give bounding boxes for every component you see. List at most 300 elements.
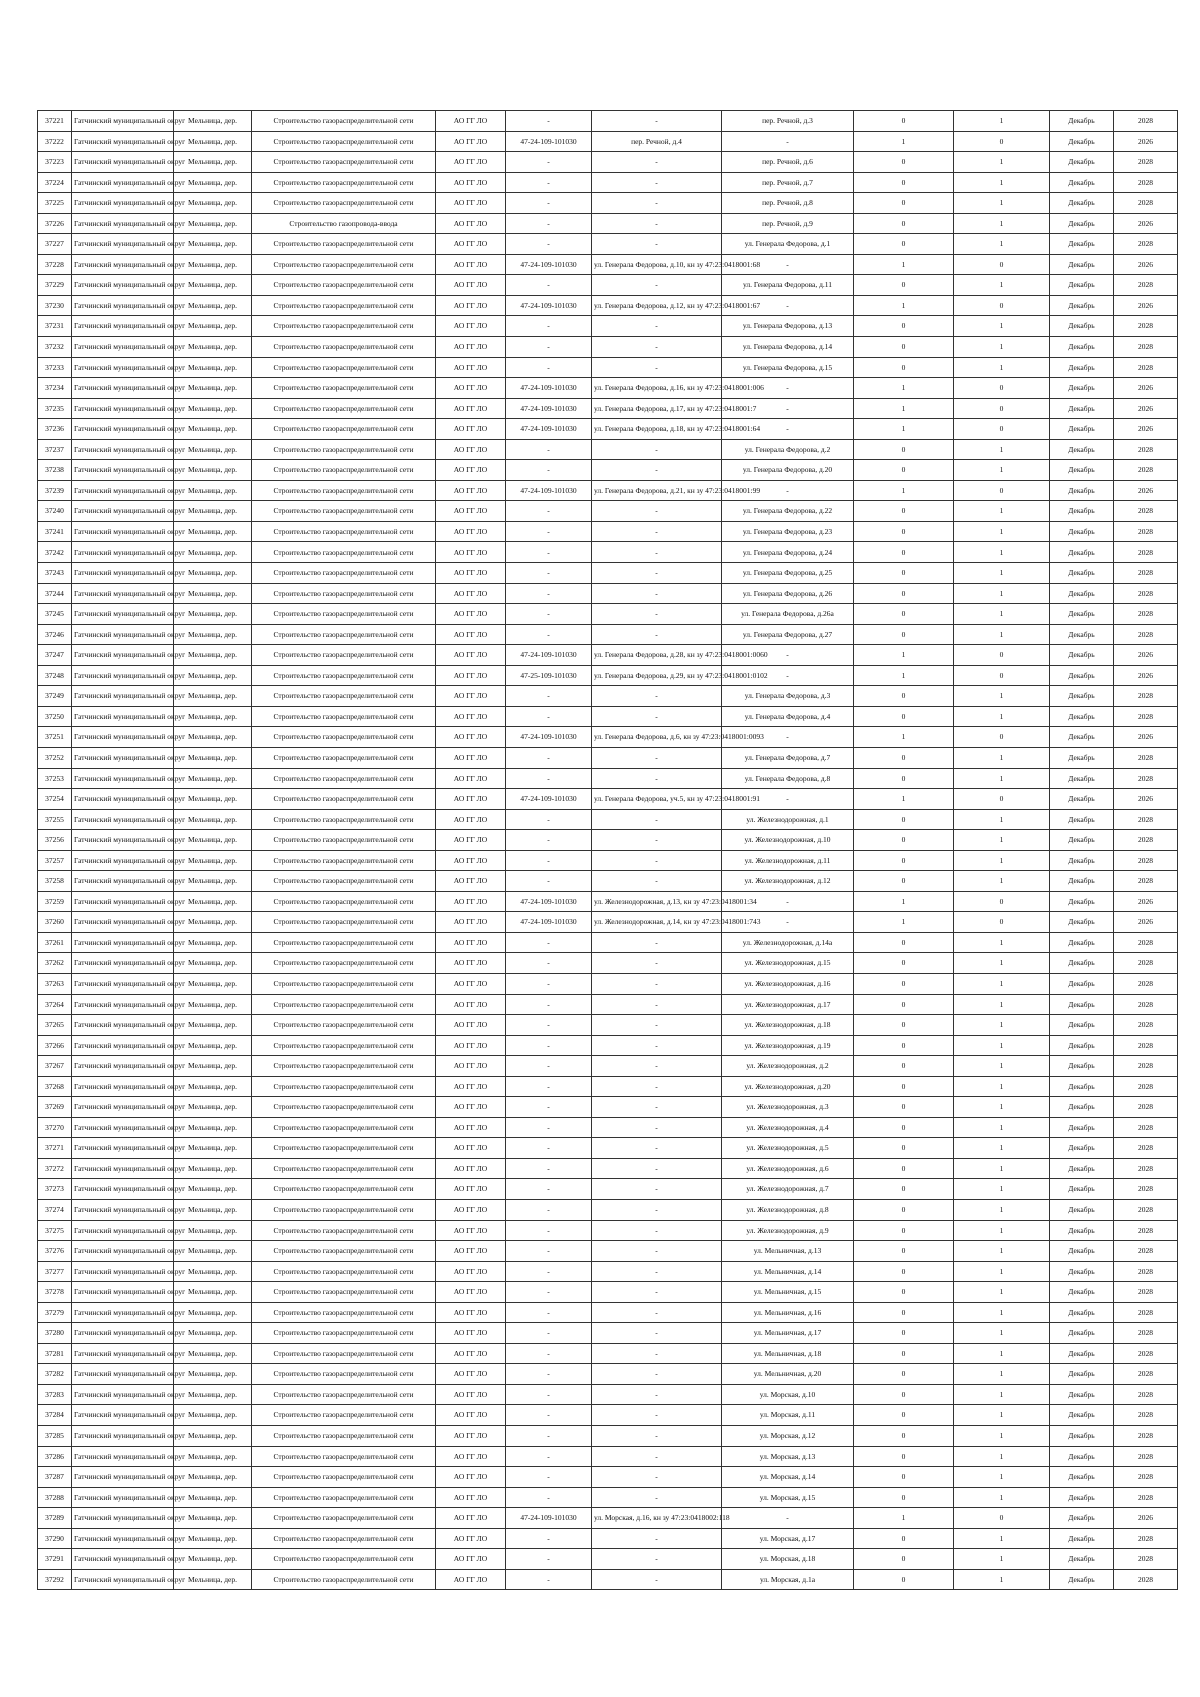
cell-district: Гатчинский муниципальный округ <box>72 789 174 810</box>
cell-number: 37291 <box>38 1549 72 1570</box>
cell-number: 37268 <box>38 1076 72 1097</box>
cell-year: 2028 <box>1114 1117 1178 1138</box>
cell-settlement: Мельница, дер. <box>174 768 252 789</box>
cell-company: АО ГГ ЛО <box>436 727 506 748</box>
cell-work-type: Строительство газораспределительной сети <box>252 1261 436 1282</box>
cell-count-b: 1 <box>954 1302 1050 1323</box>
cell-company: АО ГГ ЛО <box>436 275 506 296</box>
cell-count-a: 0 <box>854 1220 954 1241</box>
cell-month: Декабрь <box>1050 337 1114 358</box>
cell-address: ул. Мельничная, д.16 <box>722 1302 854 1323</box>
cell-number: 37273 <box>38 1179 72 1200</box>
cell-district: Гатчинский муниципальный округ <box>72 1323 174 1344</box>
cell-work-type: Строительство газораспределительной сети <box>252 1487 436 1508</box>
cell-district: Гатчинский муниципальный округ <box>72 1343 174 1364</box>
cell-year: 2026 <box>1114 254 1178 275</box>
cell-count-b: 0 <box>954 665 1050 686</box>
cell-count-b: 1 <box>954 1384 1050 1405</box>
cell-settlement: Мельница, дер. <box>174 501 252 522</box>
cell-settlement: Мельница, дер. <box>174 665 252 686</box>
cell-company: АО ГГ ЛО <box>436 542 506 563</box>
cell-settlement: Мельница, дер. <box>174 460 252 481</box>
cell-cadastral: - <box>506 111 592 132</box>
cell-district: Гатчинский муниципальный округ <box>72 747 174 768</box>
cell-number: 37228 <box>38 254 72 275</box>
cell-work-type: Строительство газораспределительной сети <box>252 645 436 666</box>
cell-month: Декабрь <box>1050 460 1114 481</box>
cell-month: Декабрь <box>1050 1097 1114 1118</box>
table-row <box>38 583 1178 604</box>
cell-year: 2026 <box>1114 665 1178 686</box>
cell-address: ул. Железнодорожная, д.20 <box>722 1076 854 1097</box>
cell-count-a: 0 <box>854 1569 954 1590</box>
cell-company: АО ГГ ЛО <box>436 830 506 851</box>
cell-work-type: Строительство газораспределительной сети <box>252 275 436 296</box>
cell-address: ул. Мельничная, д.18 <box>722 1343 854 1364</box>
cell-number: 37265 <box>38 1015 72 1036</box>
table-row <box>38 439 1178 460</box>
cell-address: ул. Генерала Федорова, д.7 <box>722 747 854 768</box>
cell-company: АО ГГ ЛО <box>436 378 506 399</box>
cell-work-type: Строительство газораспределительной сети <box>252 871 436 892</box>
table-row <box>38 604 1178 625</box>
cell-company: АО ГГ ЛО <box>436 747 506 768</box>
cell-year: 2026 <box>1114 419 1178 440</box>
cell-count-b: 1 <box>954 152 1050 173</box>
cell-number: 37277 <box>38 1261 72 1282</box>
cell-address: ул. Генерала Федорова, д.14 <box>722 337 854 358</box>
cell-month: Декабрь <box>1050 1220 1114 1241</box>
cell-year: 2028 <box>1114 932 1178 953</box>
cell-address: ул. Генерала Федорова, д.27 <box>722 624 854 645</box>
cell-month: Декабрь <box>1050 1343 1114 1364</box>
cell-cadastral: - <box>506 706 592 727</box>
cell-address-plot: пер. Речной, д.4 <box>592 131 722 152</box>
cell-district: Гатчинский муниципальный округ <box>72 1446 174 1467</box>
cell-number: 37240 <box>38 501 72 522</box>
cell-address-plot: - <box>592 1302 722 1323</box>
cell-count-a: 0 <box>854 152 954 173</box>
cell-settlement: Мельница, дер. <box>174 1508 252 1529</box>
cell-cadastral: 47-24-109-101030 <box>506 254 592 275</box>
cell-number: 37270 <box>38 1117 72 1138</box>
cell-company: АО ГГ ЛО <box>436 254 506 275</box>
cell-settlement: Мельница, дер. <box>174 1384 252 1405</box>
cell-settlement: Мельница, дер. <box>174 686 252 707</box>
cell-work-type: Строительство газораспределительной сети <box>252 521 436 542</box>
cell-year: 2028 <box>1114 583 1178 604</box>
cell-year: 2026 <box>1114 1508 1178 1529</box>
cell-address: ул. Морская, д.17 <box>722 1528 854 1549</box>
cell-month: Декабрь <box>1050 378 1114 399</box>
cell-month: Декабрь <box>1050 645 1114 666</box>
cell-month: Декабрь <box>1050 1117 1114 1138</box>
cell-number: 37263 <box>38 973 72 994</box>
cell-year: 2028 <box>1114 1261 1178 1282</box>
cell-address: ул. Мельничная, д.20 <box>722 1364 854 1385</box>
cell-count-b: 1 <box>954 1015 1050 1036</box>
cell-settlement: Мельница, дер. <box>174 1241 252 1262</box>
cell-company: АО ГГ ЛО <box>436 1035 506 1056</box>
cell-count-a: 0 <box>854 275 954 296</box>
cell-address: ул. Мельничная, д.15 <box>722 1282 854 1303</box>
cell-number: 37287 <box>38 1467 72 1488</box>
table-row <box>38 871 1178 892</box>
cell-number: 37258 <box>38 871 72 892</box>
cell-settlement: Мельница, дер. <box>174 419 252 440</box>
cell-cadastral: - <box>506 1405 592 1426</box>
cell-work-type: Строительство газораспределительной сети <box>252 994 436 1015</box>
cell-address: ул. Железнодорожная, д.17 <box>722 994 854 1015</box>
table-row <box>38 152 1178 173</box>
cell-number: 37229 <box>38 275 72 296</box>
cell-count-b: 1 <box>954 1446 1050 1467</box>
cell-work-type: Строительство газораспределительной сети <box>252 809 436 830</box>
cell-settlement: Мельница, дер. <box>174 1158 252 1179</box>
cell-settlement: Мельница, дер. <box>174 172 252 193</box>
cell-year: 2028 <box>1114 152 1178 173</box>
cell-company: АО ГГ ЛО <box>436 1487 506 1508</box>
cell-district: Гатчинский муниципальный округ <box>72 1405 174 1426</box>
cell-address: - <box>722 131 854 152</box>
cell-year: 2028 <box>1114 1467 1178 1488</box>
cell-count-a: 0 <box>854 1261 954 1282</box>
cell-settlement: Мельница, дер. <box>174 1056 252 1077</box>
cell-company: АО ГГ ЛО <box>436 1384 506 1405</box>
cell-district: Гатчинский муниципальный округ <box>72 398 174 419</box>
cell-number: 37282 <box>38 1364 72 1385</box>
cell-company: АО ГГ ЛО <box>436 1015 506 1036</box>
cell-number: 37232 <box>38 337 72 358</box>
cell-count-a: 0 <box>854 213 954 234</box>
cell-address-plot: ул. Генерала Федорова, д.12, кн зу 47:23:0418001:67 <box>592 295 722 316</box>
cell-month: Декабрь <box>1050 912 1114 933</box>
cell-count-b: 1 <box>954 583 1050 604</box>
cell-month: Декабрь <box>1050 131 1114 152</box>
cell-count-a: 0 <box>854 439 954 460</box>
cell-company: АО ГГ ЛО <box>436 152 506 173</box>
cell-company: АО ГГ ЛО <box>436 357 506 378</box>
table-row <box>38 1015 1178 1036</box>
cell-number: 37224 <box>38 172 72 193</box>
cell-district: Гатчинский муниципальный округ <box>72 1508 174 1529</box>
cell-count-b: 0 <box>954 378 1050 399</box>
cell-count-a: 0 <box>854 357 954 378</box>
cell-cadastral: 47-24-109-101030 <box>506 480 592 501</box>
cell-year: 2028 <box>1114 275 1178 296</box>
cell-district: Гатчинский муниципальный округ <box>72 275 174 296</box>
table-row <box>38 1097 1178 1118</box>
cell-month: Декабрь <box>1050 789 1114 810</box>
cell-month: Декабрь <box>1050 275 1114 296</box>
cell-cadastral: - <box>506 1015 592 1036</box>
table-row <box>38 1302 1178 1323</box>
cell-cadastral: - <box>506 583 592 604</box>
table-row <box>38 706 1178 727</box>
cell-number: 37264 <box>38 994 72 1015</box>
cell-month: Декабрь <box>1050 1302 1114 1323</box>
table-row <box>38 1323 1178 1344</box>
cell-district: Гатчинский муниципальный округ <box>72 337 174 358</box>
cell-cadastral: - <box>506 152 592 173</box>
cell-address: ул. Железнодорожная, д.9 <box>722 1220 854 1241</box>
cell-count-a: 0 <box>854 501 954 522</box>
cell-settlement: Мельница, дер. <box>174 131 252 152</box>
cell-count-b: 0 <box>954 645 1050 666</box>
cell-count-b: 1 <box>954 871 1050 892</box>
cell-cadastral: - <box>506 1035 592 1056</box>
cell-address-plot: - <box>592 172 722 193</box>
cell-district: Гатчинский муниципальный округ <box>72 1015 174 1036</box>
cell-company: АО ГГ ЛО <box>436 706 506 727</box>
cell-number: 37223 <box>38 152 72 173</box>
cell-number: 37237 <box>38 439 72 460</box>
cell-address-plot: - <box>592 994 722 1015</box>
cell-cadastral: 47-24-109-101030 <box>506 295 592 316</box>
cell-company: АО ГГ ЛО <box>436 1158 506 1179</box>
table-row <box>38 1138 1178 1159</box>
cell-year: 2026 <box>1114 480 1178 501</box>
table-row <box>38 1467 1178 1488</box>
table-row <box>38 131 1178 152</box>
cell-count-a: 1 <box>854 727 954 748</box>
cell-count-a: 1 <box>854 131 954 152</box>
cell-number: 37288 <box>38 1487 72 1508</box>
cell-address-plot: ул. Генерала Федорова, д.6, кн зу 47:23:0418001:0093 <box>592 727 722 748</box>
cell-count-b: 1 <box>954 994 1050 1015</box>
cell-work-type: Строительство газораспределительной сети <box>252 337 436 358</box>
table-row <box>38 295 1178 316</box>
cell-company: АО ГГ ЛО <box>436 1405 506 1426</box>
cell-count-a: 0 <box>854 747 954 768</box>
cell-district: Гатчинский муниципальный округ <box>72 254 174 275</box>
cell-year: 2028 <box>1114 460 1178 481</box>
cell-cadastral: - <box>506 1241 592 1262</box>
cell-month: Декабрь <box>1050 1282 1114 1303</box>
cell-count-a: 0 <box>854 871 954 892</box>
cell-count-b: 1 <box>954 521 1050 542</box>
cell-count-a: 0 <box>854 1056 954 1077</box>
cell-address: ул. Мельничная, д.13 <box>722 1241 854 1262</box>
cell-number: 37256 <box>38 830 72 851</box>
cell-settlement: Мельница, дер. <box>174 1302 252 1323</box>
cell-address-plot: - <box>592 871 722 892</box>
cell-count-b: 1 <box>954 1117 1050 1138</box>
cell-work-type: Строительство газораспределительной сети <box>252 789 436 810</box>
cell-count-b: 1 <box>954 439 1050 460</box>
cell-company: АО ГГ ЛО <box>436 1528 506 1549</box>
cell-address: ул. Морская, д.14 <box>722 1467 854 1488</box>
cell-settlement: Мельница, дер. <box>174 871 252 892</box>
cell-month: Декабрь <box>1050 1241 1114 1262</box>
cell-year: 2028 <box>1114 604 1178 625</box>
cell-year: 2028 <box>1114 337 1178 358</box>
cell-year: 2028 <box>1114 871 1178 892</box>
cell-count-a: 0 <box>854 172 954 193</box>
cell-work-type: Строительство газораспределительной сети <box>252 1056 436 1077</box>
cell-settlement: Мельница, дер. <box>174 295 252 316</box>
cell-year: 2028 <box>1114 1569 1178 1590</box>
cell-address: ул. Железнодорожная, д.18 <box>722 1015 854 1036</box>
cell-company: АО ГГ ЛО <box>436 1241 506 1262</box>
cell-count-b: 1 <box>954 1426 1050 1447</box>
cell-address: ул. Морская, д.15 <box>722 1487 854 1508</box>
cell-year: 2028 <box>1114 624 1178 645</box>
table-row <box>38 624 1178 645</box>
cell-address-plot: - <box>592 1343 722 1364</box>
cell-count-a: 0 <box>854 1549 954 1570</box>
cell-address-plot: - <box>592 768 722 789</box>
cell-address-plot: - <box>592 460 722 481</box>
cell-district: Гатчинский муниципальный округ <box>72 378 174 399</box>
cell-company: АО ГГ ЛО <box>436 213 506 234</box>
table-row <box>38 1179 1178 1200</box>
cell-district: Гатчинский муниципальный округ <box>72 1199 174 1220</box>
table-row <box>38 727 1178 748</box>
cell-count-a: 0 <box>854 1384 954 1405</box>
table-row <box>38 1528 1178 1549</box>
cell-month: Декабрь <box>1050 768 1114 789</box>
cell-settlement: Мельница, дер. <box>174 912 252 933</box>
cell-address-plot: ул. Железнодорожная, д.13, кн зу 47:23:0418001:34 <box>592 891 722 912</box>
cell-district: Гатчинский муниципальный округ <box>72 460 174 481</box>
cell-work-type: Строительство газораспределительной сети <box>252 1097 436 1118</box>
cell-year: 2026 <box>1114 789 1178 810</box>
cell-settlement: Мельница, дер. <box>174 1446 252 1467</box>
cell-number: 37275 <box>38 1220 72 1241</box>
cell-cadastral: - <box>506 1199 592 1220</box>
cell-company: АО ГГ ЛО <box>436 316 506 337</box>
cell-cadastral: - <box>506 1426 592 1447</box>
cell-address-plot: - <box>592 1549 722 1570</box>
cell-cadastral: 47-24-109-101030 <box>506 378 592 399</box>
cell-company: АО ГГ ЛО <box>436 521 506 542</box>
cell-month: Декабрь <box>1050 521 1114 542</box>
cell-count-b: 0 <box>954 912 1050 933</box>
cell-count-a: 0 <box>854 1138 954 1159</box>
cell-number: 37242 <box>38 542 72 563</box>
cell-address-plot: - <box>592 542 722 563</box>
cell-address-plot: ул. Генерала Федорова, д.10, кн зу 47:23:0418001:68 <box>592 254 722 275</box>
cell-month: Декабрь <box>1050 1158 1114 1179</box>
cell-settlement: Мельница, дер. <box>174 1261 252 1282</box>
cell-address: ул. Железнодорожная, д.8 <box>722 1199 854 1220</box>
cell-cadastral: - <box>506 1302 592 1323</box>
cell-address: ул. Железнодорожная, д.19 <box>722 1035 854 1056</box>
cell-month: Декабрь <box>1050 111 1114 132</box>
cell-address: ул. Мельничная, д.14 <box>722 1261 854 1282</box>
cell-count-a: 0 <box>854 1343 954 1364</box>
cell-address: ул. Генерала Федорова, д.11 <box>722 275 854 296</box>
cell-settlement: Мельница, дер. <box>174 1549 252 1570</box>
cell-month: Декабрь <box>1050 1528 1114 1549</box>
cell-number: 37225 <box>38 193 72 214</box>
cell-number: 37251 <box>38 727 72 748</box>
cell-address: ул. Железнодорожная, д.3 <box>722 1097 854 1118</box>
cell-address: ул. Генерала Федорова, д.25 <box>722 563 854 584</box>
cell-cadastral: - <box>506 1220 592 1241</box>
table-row <box>38 501 1178 522</box>
cell-company: АО ГГ ЛО <box>436 439 506 460</box>
cell-company: АО ГГ ЛО <box>436 1117 506 1138</box>
table-row <box>38 1569 1178 1590</box>
cell-year: 2028 <box>1114 172 1178 193</box>
cell-month: Декабрь <box>1050 1405 1114 1426</box>
cell-settlement: Мельница, дер. <box>174 234 252 255</box>
cell-month: Декабрь <box>1050 357 1114 378</box>
cell-district: Гатчинский муниципальный округ <box>72 1220 174 1241</box>
cell-address: - <box>722 398 854 419</box>
cell-district: Гатчинский муниципальный округ <box>72 994 174 1015</box>
cell-address-plot: - <box>592 1158 722 1179</box>
cell-year: 2028 <box>1114 850 1178 871</box>
cell-district: Гатчинский муниципальный округ <box>72 1467 174 1488</box>
cell-cadastral: - <box>506 932 592 953</box>
cell-count-b: 1 <box>954 1261 1050 1282</box>
cell-district: Гатчинский муниципальный округ <box>72 686 174 707</box>
cell-cadastral: - <box>506 953 592 974</box>
cell-work-type: Строительство газораспределительной сети <box>252 1384 436 1405</box>
cell-number: 37236 <box>38 419 72 440</box>
cell-count-b: 1 <box>954 1035 1050 1056</box>
cell-address-plot: - <box>592 583 722 604</box>
cell-month: Декабрь <box>1050 665 1114 686</box>
cell-cadastral: 47-24-109-101030 <box>506 912 592 933</box>
cell-settlement: Мельница, дер. <box>174 1487 252 1508</box>
cell-work-type: Строительство газопровода-ввода <box>252 213 436 234</box>
cell-settlement: Мельница, дер. <box>174 1138 252 1159</box>
cell-count-a: 0 <box>854 111 954 132</box>
table-row <box>38 563 1178 584</box>
cell-year: 2026 <box>1114 645 1178 666</box>
cell-month: Декабрь <box>1050 1035 1114 1056</box>
cell-work-type: Строительство газораспределительной сети <box>252 1364 436 1385</box>
cell-count-a: 1 <box>854 480 954 501</box>
table-row <box>38 1199 1178 1220</box>
cell-cadastral: - <box>506 1158 592 1179</box>
cell-district: Гатчинский муниципальный округ <box>72 152 174 173</box>
cell-district: Гатчинский муниципальный округ <box>72 1384 174 1405</box>
cell-address-plot: - <box>592 1056 722 1077</box>
cell-cadastral: 47-24-109-101030 <box>506 1508 592 1529</box>
cell-district: Гатчинский муниципальный округ <box>72 316 174 337</box>
cell-settlement: Мельница, дер. <box>174 378 252 399</box>
cell-count-a: 1 <box>854 1508 954 1529</box>
data-table <box>37 110 1178 1590</box>
cell-company: АО ГГ ЛО <box>436 932 506 953</box>
table-row <box>38 1158 1178 1179</box>
cell-address-plot: ул. Генерала Федорова, д.28, кн зу 47:23:0418001:0060 <box>592 645 722 666</box>
cell-district: Гатчинский муниципальный округ <box>72 1282 174 1303</box>
cell-cadastral: - <box>506 337 592 358</box>
table-row <box>38 1220 1178 1241</box>
cell-company: АО ГГ ЛО <box>436 419 506 440</box>
cell-count-b: 1 <box>954 1282 1050 1303</box>
cell-cadastral: - <box>506 172 592 193</box>
cell-district: Гатчинский муниципальный округ <box>72 439 174 460</box>
cell-address-plot: - <box>592 1117 722 1138</box>
cell-settlement: Мельница, дер. <box>174 563 252 584</box>
cell-month: Декабрь <box>1050 1261 1114 1282</box>
table-row <box>38 891 1178 912</box>
cell-count-a: 0 <box>854 1446 954 1467</box>
cell-company: АО ГГ ЛО <box>436 809 506 830</box>
cell-work-type: Строительство газораспределительной сети <box>252 378 436 399</box>
cell-year: 2028 <box>1114 973 1178 994</box>
table-row <box>38 1261 1178 1282</box>
cell-count-a: 0 <box>854 521 954 542</box>
cell-address-plot: ул. Генерала Федорова, д.29, кн зу 47:23:0418001:0102 <box>592 665 722 686</box>
